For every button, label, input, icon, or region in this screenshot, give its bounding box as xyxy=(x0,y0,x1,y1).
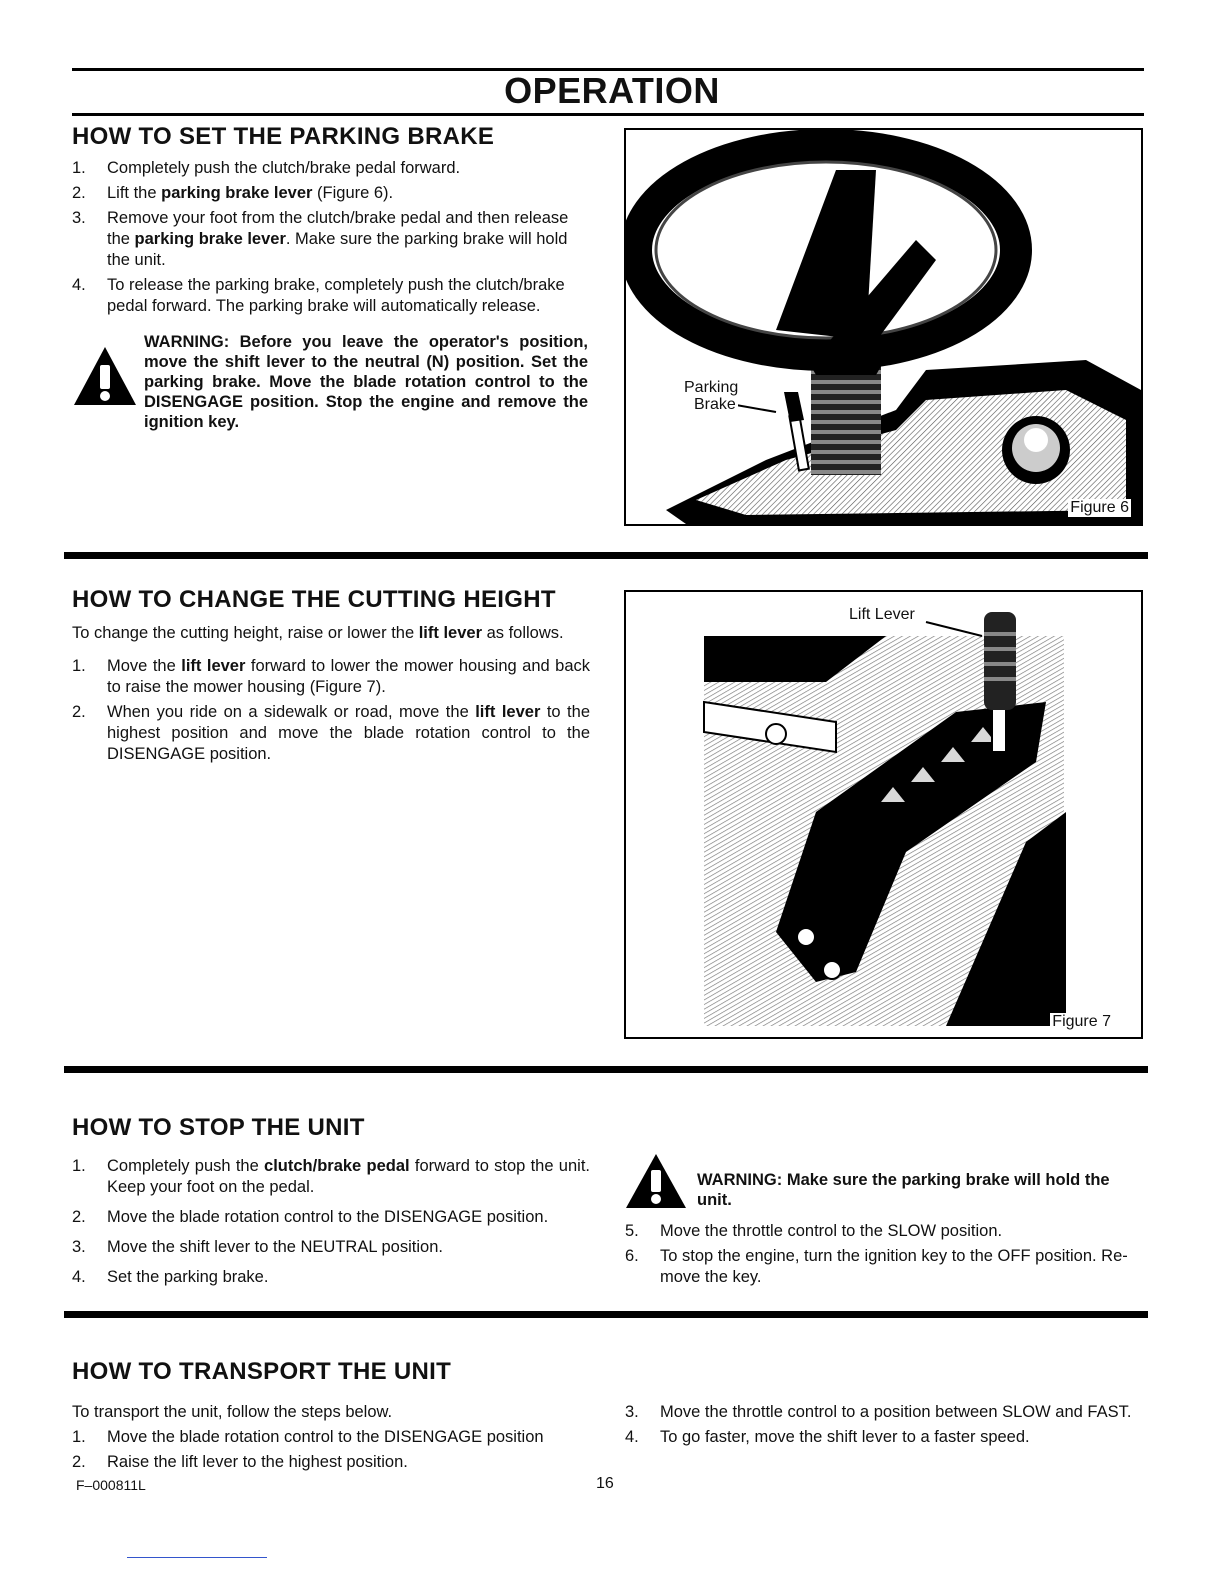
divider-2 xyxy=(64,1066,1148,1073)
list-item-number: 1. xyxy=(72,159,86,177)
figure-7-caption: Figure 7 xyxy=(1052,1013,1111,1030)
figure-7 xyxy=(624,590,1143,1039)
list-item xyxy=(625,1221,1143,1242)
list-item-number: 4. xyxy=(72,276,86,294)
transport-steps-left xyxy=(72,1427,590,1477)
list-item xyxy=(72,158,590,179)
section-title-parking-brake: HOW TO SET THE PARKING BRAKE xyxy=(72,123,495,150)
figure-6-caption: Figure 6 xyxy=(1070,499,1129,516)
stop-unit-warning: WARNING: Make sure the parking brake will hold the unit. xyxy=(697,1171,1110,1209)
page-number: 16 xyxy=(596,1475,614,1492)
text-run: forward to stop the unit. Keep your foot on the pedal. xyxy=(107,1157,590,1196)
transport-steps-right xyxy=(625,1402,1143,1452)
text-run: as follows. xyxy=(482,624,564,642)
text-run: to the highest position and move the blade rotation control to the DISENGAGE position. xyxy=(107,703,590,763)
transport-intro: To transport the unit, follow the steps below. xyxy=(72,1403,393,1421)
list-item xyxy=(72,1237,590,1258)
parking-brake-steps xyxy=(72,158,590,321)
section-title-cutting-height: HOW TO CHANGE THE CUTTING HEIGHT xyxy=(72,586,556,613)
text-run: Completely push the xyxy=(107,1157,265,1175)
figure-6-callout-brake: Brake xyxy=(694,396,736,413)
section-title-transport: HOW TO TRANSPORT THE UNIT xyxy=(72,1358,452,1385)
list-item xyxy=(72,1452,590,1473)
text-run: forward to lower the mower housing and back to raise the mower housing (Figure 7). xyxy=(107,657,590,696)
list-item-number: 4. xyxy=(72,1268,86,1286)
list-item-number: 2. xyxy=(72,184,86,202)
list-item-number: 2. xyxy=(72,1208,86,1226)
list-item-number: 5. xyxy=(625,1222,639,1240)
steering-wheel-illustration xyxy=(626,130,1141,524)
stop-unit-steps-right xyxy=(625,1221,1143,1292)
text-run: To release the parking brake, completely push the clutch/brake pedal forward. The parking brake will automatically release. xyxy=(107,276,565,315)
figure-6 xyxy=(624,128,1143,526)
divider-3 xyxy=(64,1311,1148,1318)
text-run: To stop the engine, turn the ignition key to the OFF position. Re-move the key. xyxy=(660,1247,1128,1286)
text-run: To change the cutting height, raise or lower the xyxy=(72,624,419,642)
list-item-number: 3. xyxy=(72,209,86,227)
lift-lever-illustration xyxy=(626,592,1141,1037)
figure-7-callout: Lift Lever xyxy=(849,606,915,623)
parking-brake-warning: WARNING: Before you leave the operator's position, move the shift lever to the neutral (N) position. Set the parking brake. Move the blade rotation control to the DISENGAGE position. Stop the engine and remove the ignition key. xyxy=(144,333,588,431)
list-item xyxy=(72,1156,590,1198)
text-run: Move the blade rotation control to the DISENGAGE position xyxy=(107,1428,544,1446)
text-run: (Figure 6). xyxy=(312,184,394,202)
list-item xyxy=(72,208,590,271)
text-run: Lift the xyxy=(107,184,162,202)
figure-6-callout-parking: Parking xyxy=(684,379,739,396)
bold-term: parking brake lever xyxy=(161,184,313,202)
text-run: Move the shift lever to the NEUTRAL position. xyxy=(107,1238,443,1256)
text-run: Completely push the clutch/brake pedal forward. xyxy=(107,159,461,177)
text-run: Move the blade rotation control to the DISENGAGE position. xyxy=(107,1208,549,1226)
bottom-link-underline xyxy=(127,1557,267,1558)
list-item-number: 2. xyxy=(72,703,86,721)
cutting-height-intro xyxy=(72,623,590,644)
list-item-number: 4. xyxy=(625,1428,639,1446)
bold-term: parking brake lever xyxy=(134,230,286,248)
text-run: Raise the lift lever to the highest position. xyxy=(107,1453,408,1471)
list-item-number: 2. xyxy=(72,1453,86,1471)
text-run: To go faster, move the shift lever to a faster speed. xyxy=(660,1428,1030,1446)
list-item xyxy=(72,1267,590,1288)
list-item xyxy=(72,183,590,204)
divider-1 xyxy=(64,552,1148,559)
list-item xyxy=(72,1207,590,1228)
footer-code: F–000811L xyxy=(76,1477,146,1493)
list-item xyxy=(625,1402,1143,1423)
cutting-height-steps xyxy=(72,656,590,769)
text-run: When you ride on a sidewalk or road, move the xyxy=(107,703,476,721)
text-run: Move the throttle control to the SLOW position. xyxy=(660,1222,1003,1240)
bold-term: lift lever xyxy=(181,657,246,675)
list-item xyxy=(72,702,590,765)
list-item-number: 3. xyxy=(625,1403,639,1421)
text-run: Remove your foot from the clutch/brake pedal and then release the xyxy=(107,209,569,248)
list-item xyxy=(625,1427,1143,1448)
list-item-number: 3. xyxy=(72,1238,86,1256)
list-item xyxy=(72,656,590,698)
list-item xyxy=(72,275,590,317)
section-title-stop-unit: HOW TO STOP THE UNIT xyxy=(72,1114,365,1141)
page-title: OPERATION xyxy=(504,70,720,111)
list-item-number: 1. xyxy=(72,1428,86,1446)
text-run: . Make sure the parking brake will hold the unit. xyxy=(107,230,568,269)
warning-icon-2 xyxy=(624,1152,688,1215)
list-item-number: 1. xyxy=(72,657,86,675)
warning-icon xyxy=(72,345,138,412)
stop-unit-steps-left xyxy=(72,1156,590,1297)
list-item-number: 1. xyxy=(72,1157,86,1175)
list-item-number: 6. xyxy=(625,1247,639,1265)
bold-term: lift lever xyxy=(475,703,541,721)
text-run: Set the parking brake. xyxy=(107,1268,269,1286)
text-run: Move the throttle control to a position between SLOW and FAST. xyxy=(660,1403,1132,1421)
bold-term: lift lever xyxy=(418,624,482,642)
title-underline xyxy=(72,113,1144,116)
text-run: Move the xyxy=(107,657,182,675)
bold-term: clutch/brake pedal xyxy=(264,1157,410,1175)
list-item xyxy=(625,1246,1143,1288)
list-item xyxy=(72,1427,590,1448)
